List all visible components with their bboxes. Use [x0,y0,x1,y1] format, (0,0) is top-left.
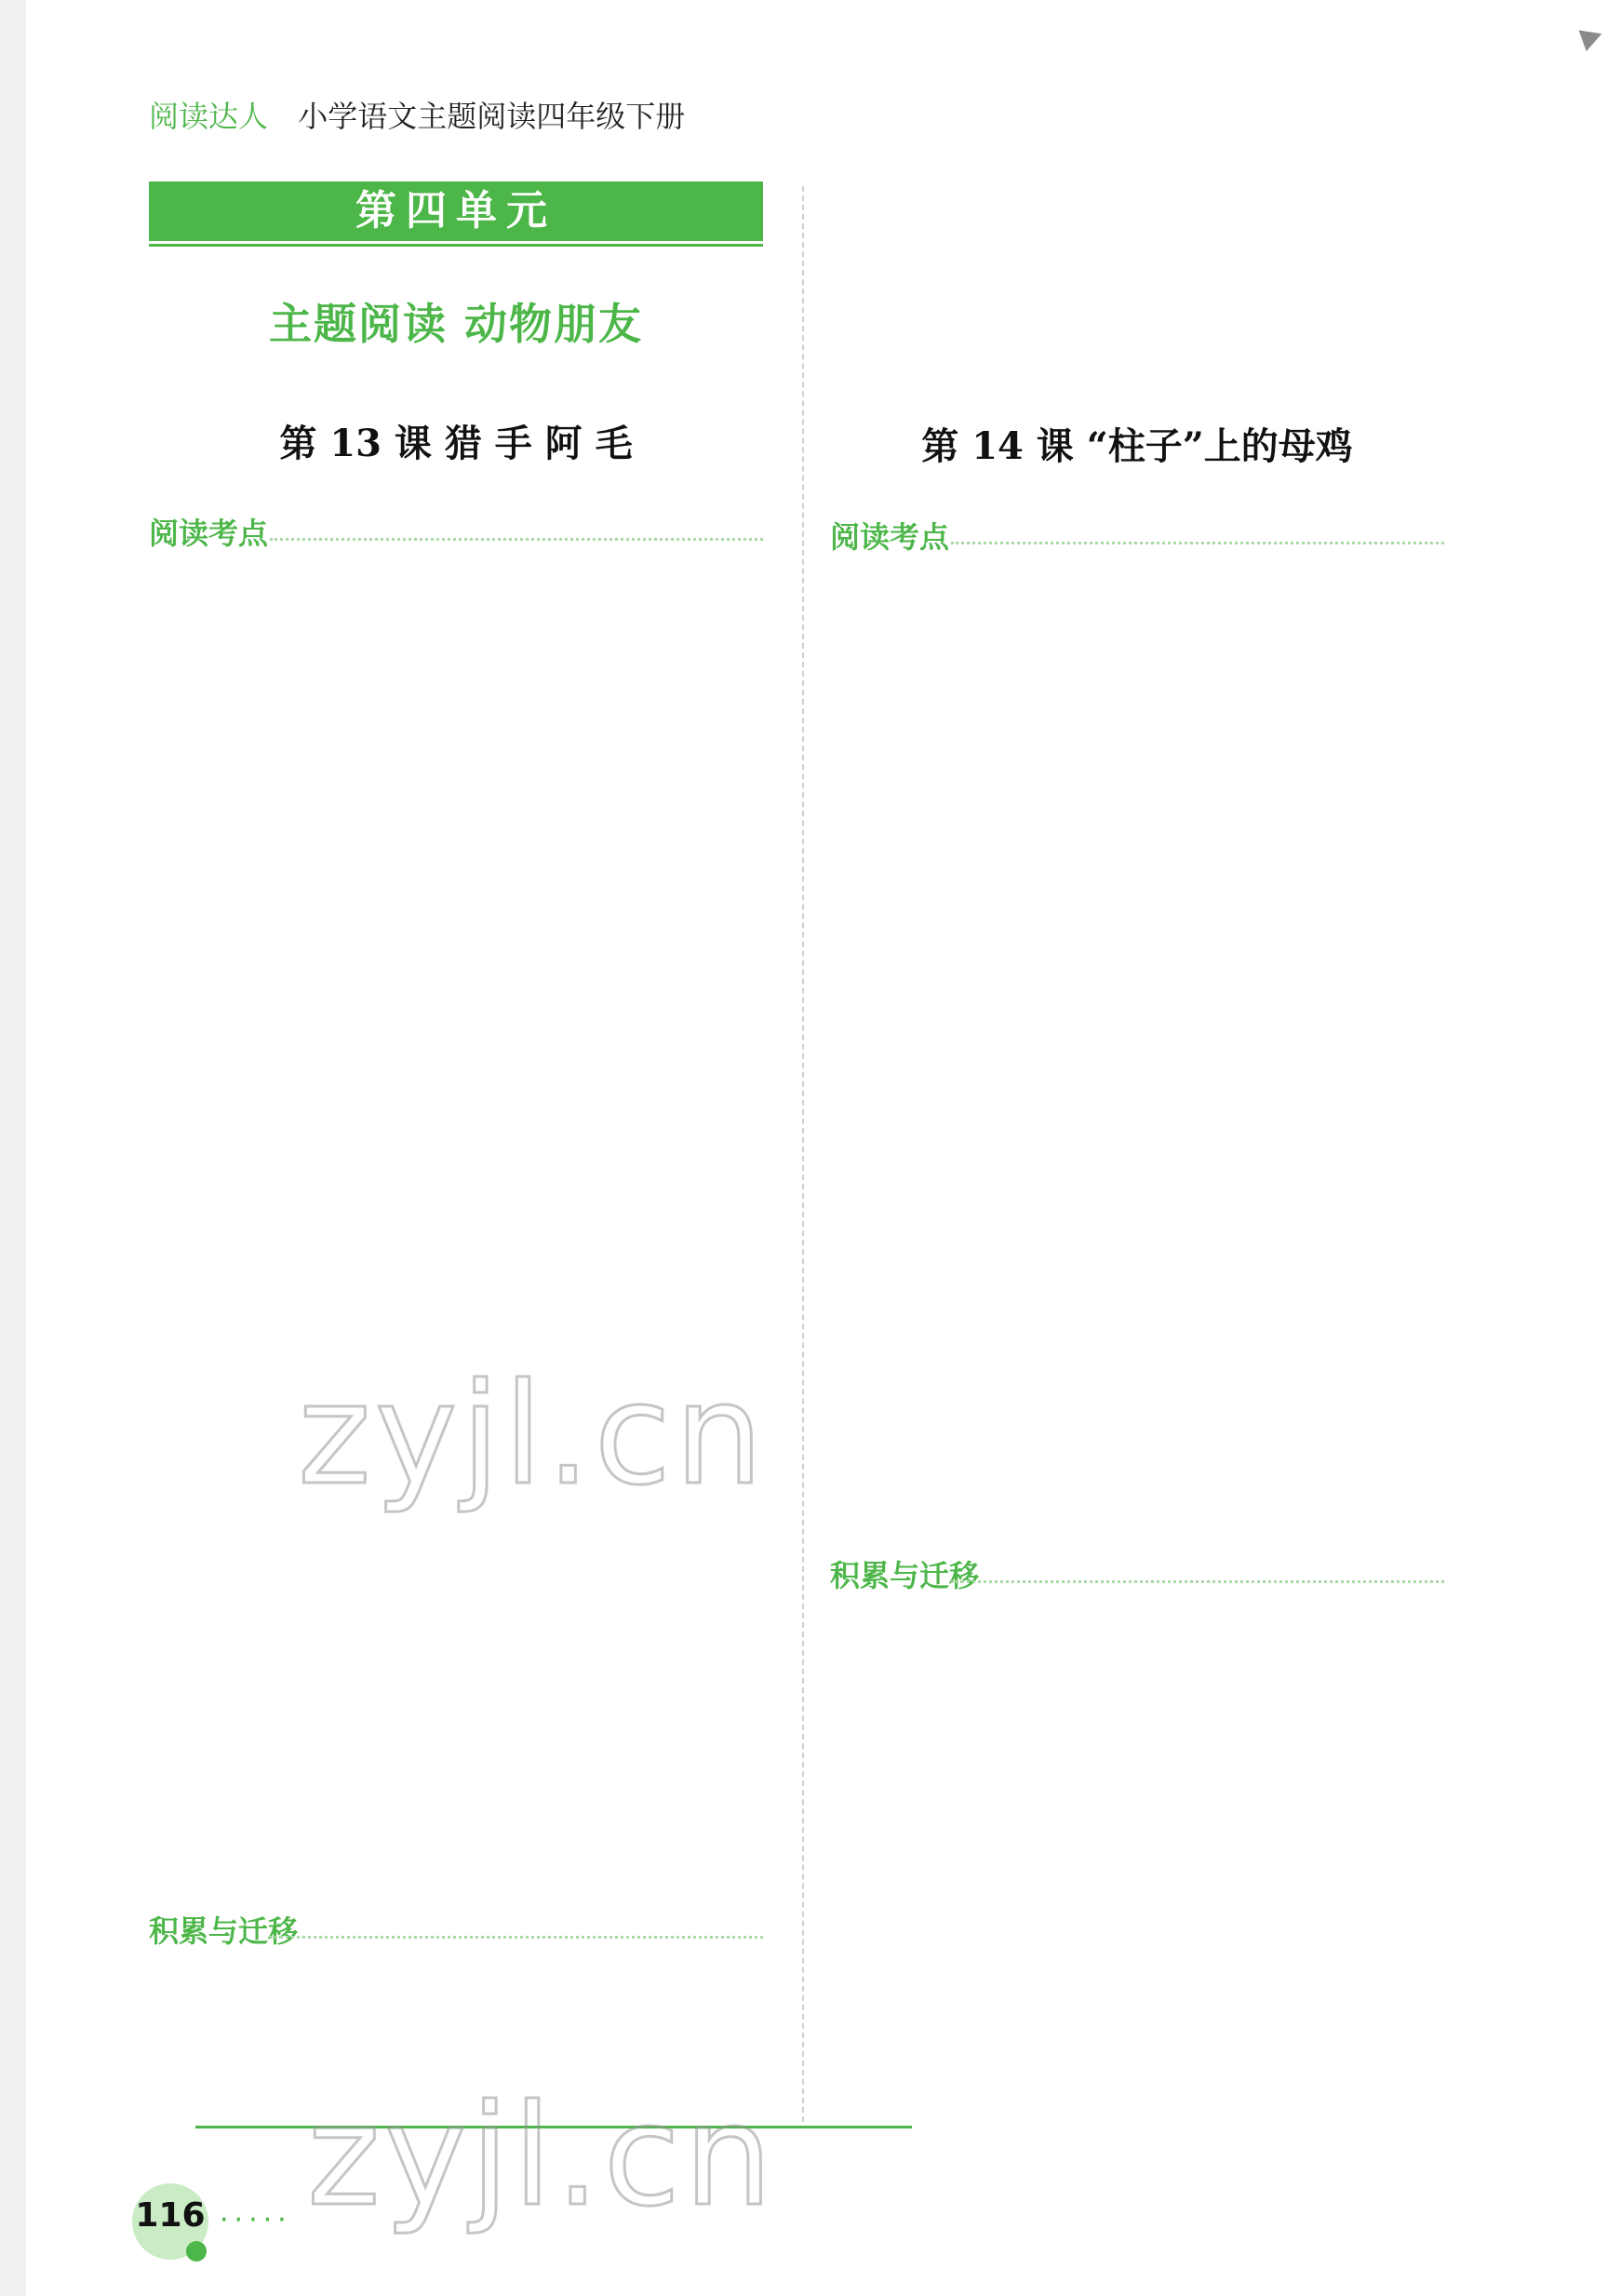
section-dotted-line [951,1580,1444,1583]
section-reading-points [830,514,1444,560]
section-reading-points [149,510,763,557]
column-divider [802,186,804,2122]
section-label: 阅读考点 [149,510,274,553]
section-label: 阅读考点 [830,514,955,557]
section-accumulation [830,1552,1444,1599]
page-edge-shadow [0,0,26,2296]
section-dotted-line [270,1936,763,1939]
watermark: zyjl.cn [298,1354,768,1516]
lesson-14-title: 第 14 课 “柱子”上的母鸡 [921,424,1353,468]
lesson-13-title: 第 13 课 猎 手 阿 毛 [279,422,633,465]
section-label: 积累与迁移 [149,1908,303,1951]
page-number: 116 [135,2196,206,2235]
section-dotted-line [270,538,763,541]
page-dots: ····· [220,2204,292,2236]
theme-title: 主题阅读 动物朋友 [268,299,643,349]
section-label: 积累与迁移 [830,1552,985,1595]
page-header [149,93,685,136]
page-dot-icon [186,2241,207,2262]
book-title: 小学语文主题阅读四年级下册 [298,99,686,134]
section-accumulation [149,1908,763,1954]
brand-name: 阅读达人 [149,99,269,134]
watermark: zyjl.cn [307,2075,777,2237]
unit-banner: 第四单元 [149,181,763,241]
corner-arrow-icon [1579,23,1606,51]
section-dotted-line [951,542,1444,544]
